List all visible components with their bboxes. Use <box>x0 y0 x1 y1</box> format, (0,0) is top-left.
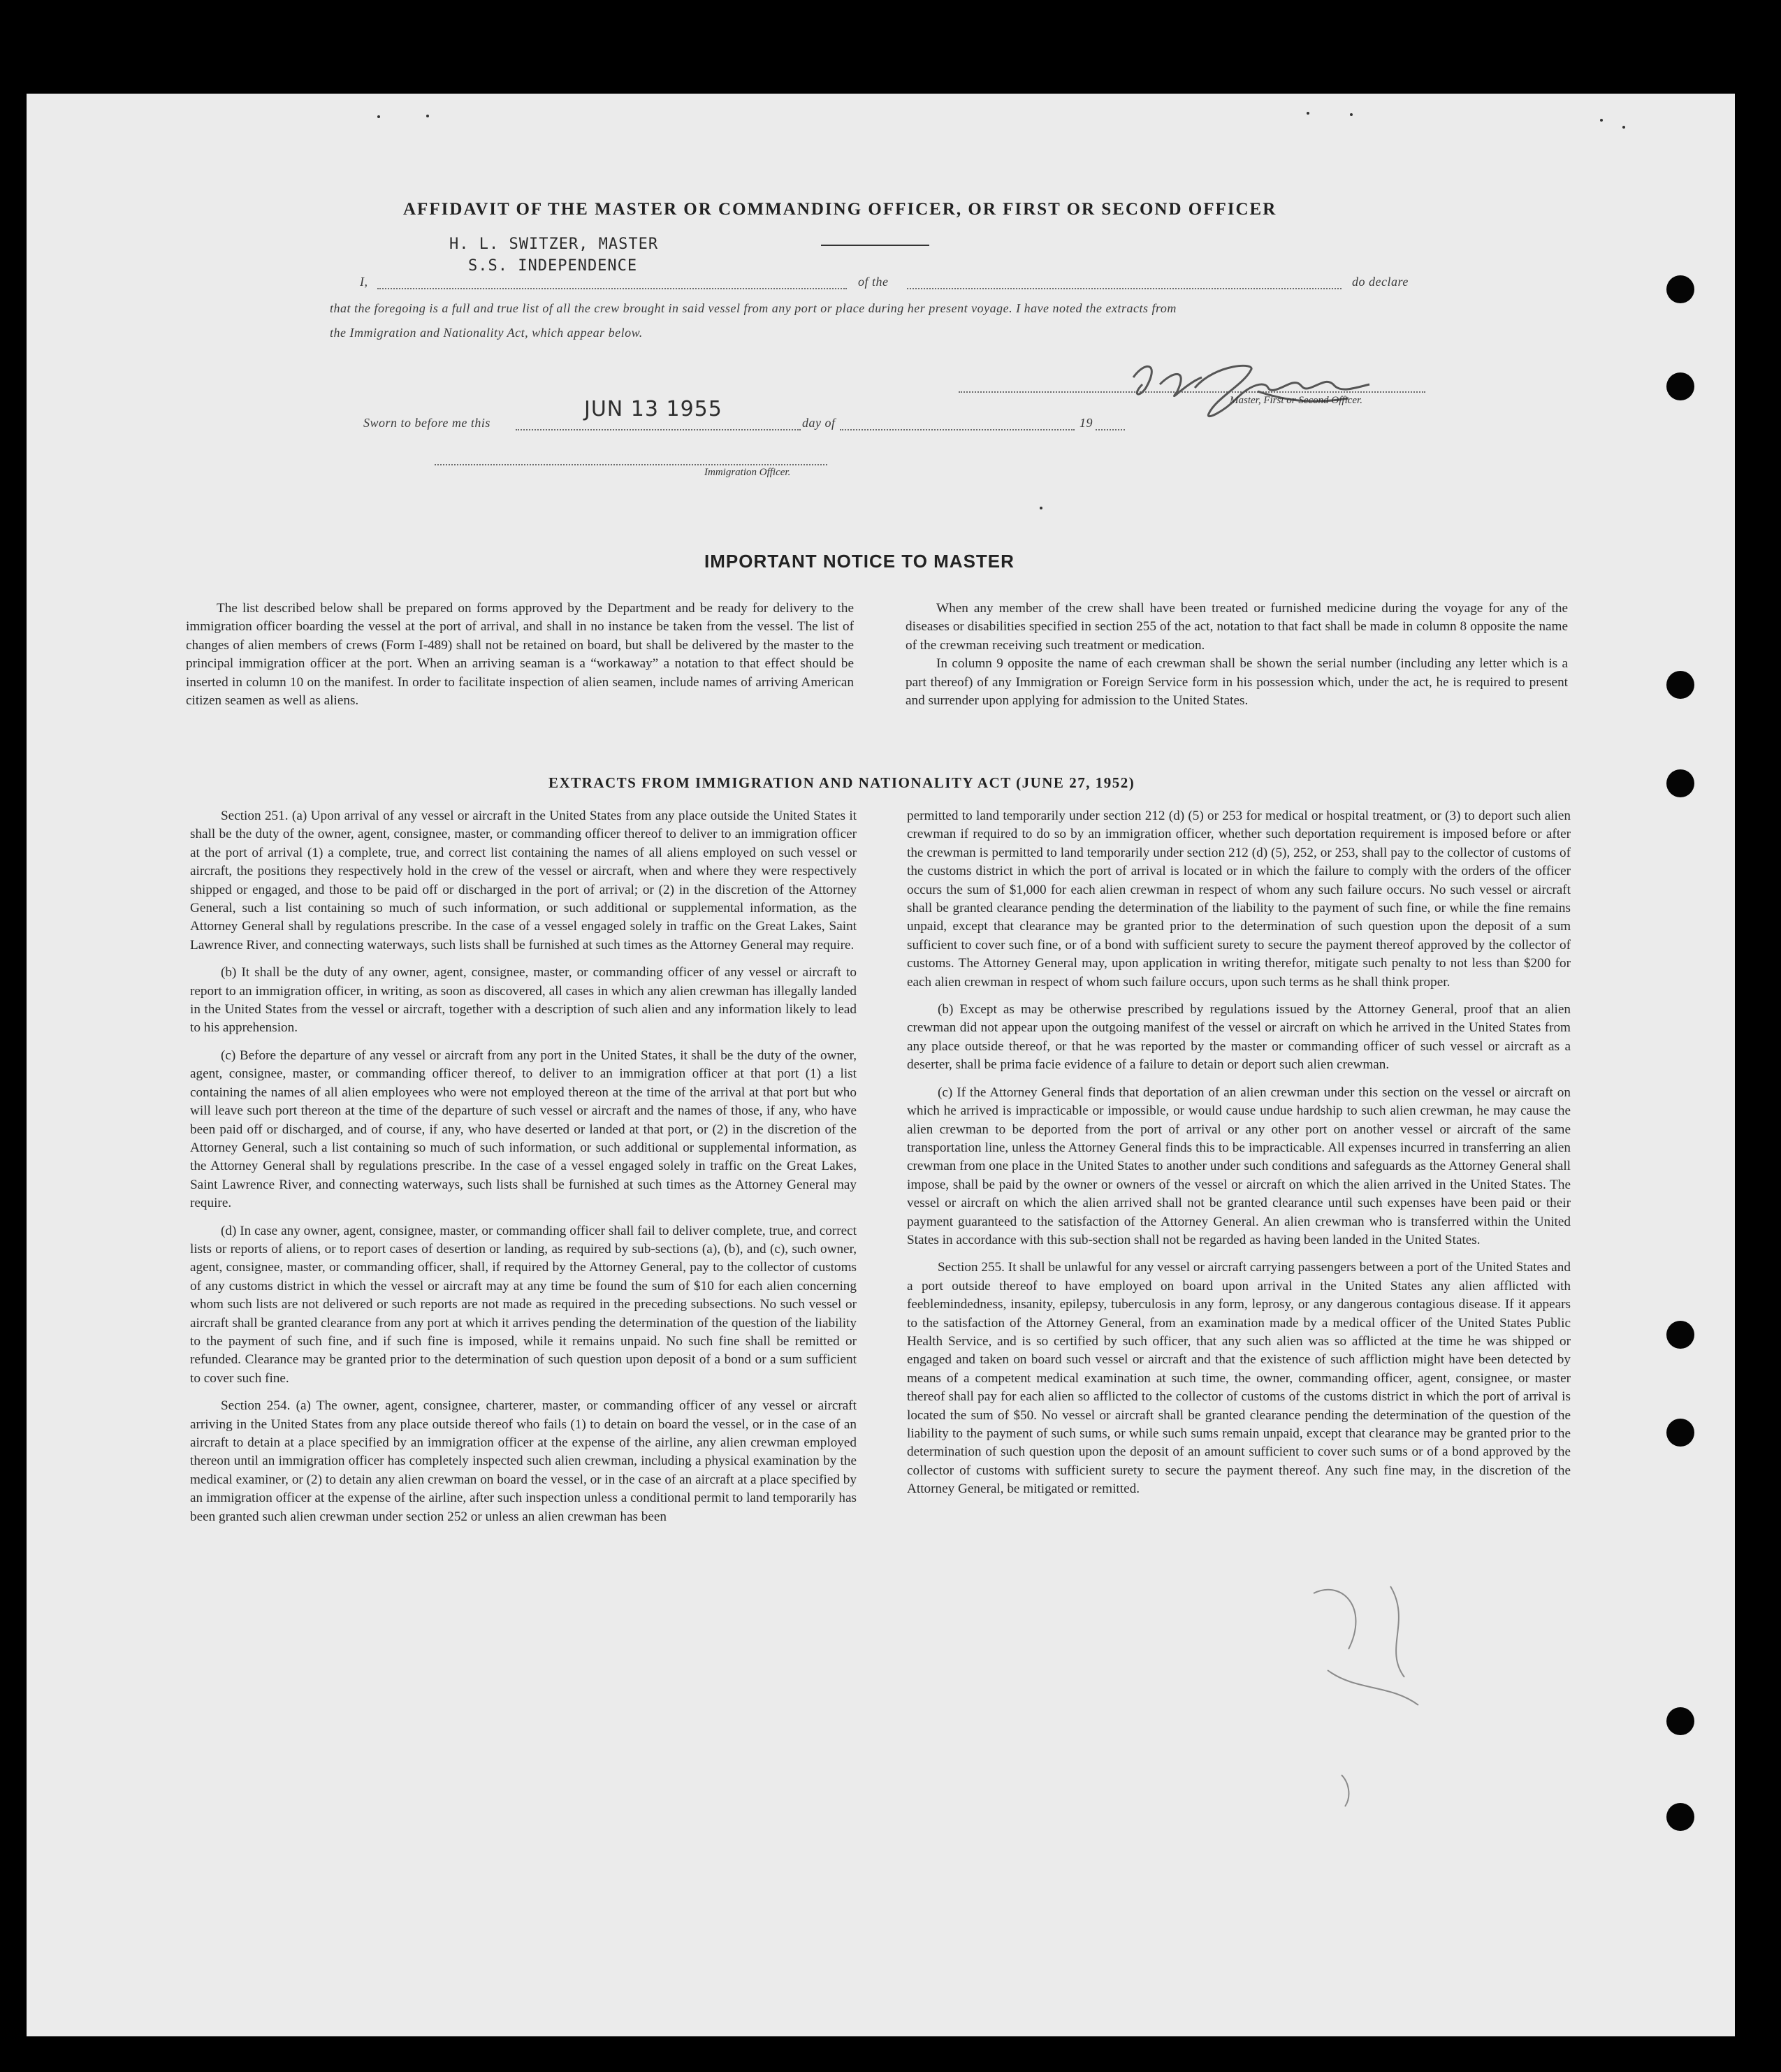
vessel-blank-line <box>907 288 1342 289</box>
notice-right-column <box>906 600 1568 710</box>
typed-master-name: H. L. SWITZER, MASTER <box>449 236 659 253</box>
notice-left-paragraph: The list described below shall be prepared on forms approved by the Department and be ready for delivery to the immigration officer boarding the vessel at the port of arrival, and shall in no instance be taken from the vessel. The list of changes of alien members of crews (Form I-489) shall not be retained on board, but shall be delivered by the master to the principal immigration officer at the port. When an arriving seaman is a “workaway” a notation to that effect should be inserted in column 10 on the manifest. In order to facilitate inspection of alien seamen, include names of arriving American citizen seamen as well as aliens. <box>186 601 854 709</box>
label-i: I, <box>360 275 368 289</box>
typed-vessel-name: S.S. INDEPENDENCE <box>468 257 638 275</box>
label-of-the: of the <box>858 275 889 289</box>
binder-hole <box>1666 275 1694 303</box>
extract-left-paragraph: Section 254. (a) The owner, agent, consignee, charterer, master, or commanding officer of any vessel or aircraft arriving in the United States from any place outside thereof who fails (1) to detain on board the vessel, or in the case of an aircraft to detain at a place specified by an immigration officer at the expense of the airline, any alien crewman employed thereon until an immigration officer has completely inspected such alien crewman, including a physical examination by the medical examiner, or (2) to detain any alien crewman on board the vessel, or in the case of an aircraft at a place specified by an immigration officer at the expense of the airline, after such inspection unless a conditional permit to land temporarily has been granted such alien crewman under section 252 or unless an alien crewman has been <box>190 1398 857 1524</box>
day-of-label: day of <box>802 416 836 430</box>
month-line <box>840 429 1075 430</box>
extracts-right-column <box>907 807 1571 1499</box>
binder-hole <box>1666 1803 1694 1831</box>
extract-right-paragraph: (c) If the Attorney General finds that deportation of an alien crewman under this section on the vessel or aircraft on which he arrived is impracticable or impossible, or would cause undue hardship to such alien crewman, he may cause the alien crewman to be deported from the port of arrival or any other port on another vessel or aircraft of the same transportation line, unless the Attorney General finds this to be impracticable. All expenses incurred in transferring an alien crewman from one place in the United States to another under such conditions and safeguards as the Attorney General shall impose, shall be paid by the owner or owners of the vessel or aircraft on which the alien arrived in the United States. The vessel or aircraft on which the alien arrived shall not be granted clearance until such expenses have been paid or their payment guaranteed to the satisfaction of the Attorney General. An alien crewman who is transferred within the United States in accordance with this sub-section shall not be regarded as having been landed in the United States. <box>907 1085 1571 1247</box>
short-rule <box>821 245 929 246</box>
extract-left-paragraph: (c) Before the departure of any vessel or aircraft from any port in the United States, it shall be the duty of the owner, agent, consignee, master, or commanding officer thereof, to deliver to an immigration officer at that port (1) a list containing the names of all alien employees who were not employed thereon at the time of the arrival at that port but who will leave such port thereon at the time of the departure of such vessel or aircraft and the names of those, if any, who have been paid off or discharged, and of course, if any, who have deserted or landed at that port, or (2) in the discretion of the Attorney General, such a list containing so much of such information, or such additional or supplemental information, as the Attorney General shall by regulations prescribe. In the case of a vessel engaged solely in traffic on the Great Lakes, Saint Lawrence River, and connecting waterways, such lists shall be furnished at such times as the Attorney General may require. <box>190 1048 857 1211</box>
affidavit-title: AFFIDAVIT OF THE MASTER OR COMMANDING OFFICER, OR FIRST OR SECOND OFFICER <box>403 200 1277 219</box>
sworn-label: Sworn to before me this <box>363 416 490 430</box>
notice-right-paragraph-1: When any member of the crew shall have been treated or furnished medicine during the voyage for any of the diseases or disabilities specified in section 255 of the act, notation to that fact shall be made in column 8 opposite the name of the crewman receiving such treatment or medication. <box>906 601 1568 653</box>
scan-speck <box>1350 113 1353 116</box>
immigration-officer-caption: Immigration Officer. <box>704 467 791 478</box>
extracts-title: EXTRACTS FROM IMMIGRATION AND NATIONALITY ACT (JUNE 27, 1952) <box>548 774 1135 791</box>
extracts-left-column <box>190 807 857 1526</box>
scan-speck <box>1600 119 1603 122</box>
year-line <box>1096 429 1125 430</box>
extract-right-paragraph: (b) Except as may be otherwise prescribed by regulations issued by the Attorney General, proof that an alien crewman did not appear upon the outgoing manifest of the vessel or aircraft on which he arrived in the United States from any place outside thereof, or that he was reported by the master or commanding officer of such vessel or aircraft as a deserter, shall be prima facie evidence of a failure to detain or deport such alien crewman. <box>907 1002 1571 1073</box>
master-caption: Master, First or Second Officer. <box>1230 395 1362 406</box>
binder-hole <box>1666 1321 1694 1349</box>
label-do-declare: do declare <box>1352 275 1409 289</box>
statement-line-1: that the foregoing is a full and true list of all the crew brought in said vessel from any port or place during her present voyage. I have noted the extracts from <box>330 301 1177 315</box>
pencil-scribble <box>1286 1565 1467 1817</box>
scan-speck <box>1622 126 1625 129</box>
immigration-officer-line <box>435 464 827 465</box>
extract-left-paragraph: (b) It shall be the duty of any owner, agent, consignee, master, or commanding officer of any vessel or aircraft to report to an immigration officer, in writing, as soon as discovered, all cases in which any alien crewman has illegally landed in the United States from the vessel or aircraft, together with a description of such alien and any information likely to lead to his apprehension. <box>190 965 857 1036</box>
scan-speck <box>426 115 429 117</box>
sworn-date-stamp: JUN 13 1955 <box>584 397 722 421</box>
sworn-day-line <box>516 429 801 430</box>
extract-right-paragraph: permitted to land temporarily under section 212 (d) (5) or 253 for medical or hospital treatment, or (3) to deport such alien crewman if required to do so by an immigration officer, whether such deportation requirement is imposed before or after the crewman is permitted to land temporarily under section 212 (d) (5), 252, or 253, shall pay to the collector of customs of the customs district in which the port of arrival is located or in which the failure to comply with the orders of the officer occurs the sum of $1,000 for each alien crewman in respect of whom any such failure occurs. No such vessel or aircraft shall be granted clearance pending the determination of the liability to the payment of such fine, or while the fine remains unpaid, except that clearance may be granted prior to the determination of such question upon the deposit of a sum sufficient to cover such fine, or of a bond with sufficient surety to secure the payment thereof approved by the collector of customs. The Attorney General may, upon application in writing therefor, mitigate such penalty to not less than $200 for each alien crewman in respect of whom such failure occurs, upon such terms as he shall think proper. <box>907 809 1571 990</box>
notice-right-paragraph-2: In column 9 opposite the name of each crewman shall be shown the serial number (including any letter which is a part thereof) of any Immigration or Foreign Service form in his possession which, under the act, he is required to present and surrender upon applying for admission to the United States. <box>906 656 1568 709</box>
binder-hole <box>1666 1707 1694 1735</box>
extract-left-paragraph: (d) In case any owner, agent, consignee, master, or commanding officer shall fail to deliver complete, true, and correct lists or reports of aliens, or to report cases of desertion or landing, as required by sub-sections (a), (b), and (c), such owner, agent, consignee, master, or commanding officer, shall, if required by the Attorney General, pay to the collector of customs of any customs district in which the vessel or aircraft may at any time be found the sum of $10 for each alien concerning whom such lists are not delivered or such reports are not made as required in the preceding subsections. No such vessel or aircraft shall be granted clearance from any port at which it arrives pending the determination of the question of the liability to the payment of such fine, and if such fine is imposed, while it remains unpaid. No such fine shall be remitted or refunded. Clearance may be granted prior to the determination of such question upon deposit of a bond or a sum sufficient to cover such fine. <box>190 1223 857 1386</box>
scan-speck <box>1307 112 1309 115</box>
binder-hole <box>1666 372 1694 400</box>
extract-left-paragraph: Section 251. (a) Upon arrival of any vessel or aircraft in the United States from any place outside the United States it shall be the duty of the owner, agent, consignee, master, or commanding officer thereof to deliver to an immigration officer at the port of arrival (1) a complete, true, and correct list containing the names of all aliens employed on such vessel or aircraft, the positions they respectively hold in the crew of the vessel or aircraft, when and where they were respectively shipped or engaged, and those to be paid off or discharged in the port of arrival; or (2) in the discretion of the Attorney General, such a list containing so much of such information, or such additional or supplemental information, as the Attorney General shall by regulations prescribe. In the case of a vessel engaged solely in traffic on the Great Lakes, Saint Lawrence River, and connecting waterways, such lists shall be furnished at such times as the Attorney General may require. <box>190 809 857 952</box>
name-blank-line <box>377 288 847 289</box>
statement-line-2: the Immigration and Nationality Act, which appear below. <box>330 326 643 340</box>
year-label: 19 <box>1079 416 1093 430</box>
scan-speck <box>377 115 380 118</box>
notice-left-column <box>186 600 854 710</box>
master-signature-image <box>1118 356 1411 423</box>
scan-speck <box>1040 507 1042 509</box>
notice-title: IMPORTANT NOTICE TO MASTER <box>704 551 1015 572</box>
binder-hole <box>1666 769 1694 797</box>
binder-hole <box>1666 671 1694 699</box>
extract-right-paragraph: Section 255. It shall be unlawful for any vessel or aircraft carrying passengers between a port of the United States and a port outside thereof to have employed on board upon arrival in the United States any alien afflicted with feeblemindedness, insanity, epilepsy, tuberculosis in any form, leprosy, or any dangerous contagious disease. If it appears to the satisfaction of the Attorney General, from an examination made by a medical officer of the United States Public Health Service, and is so certified by such officer, that any such alien was so afflicted at the time he was shipped or engaged and taken on board such vessel or aircraft and that the existence of such affliction might have been detected by means of a competent medical examination at such time, the owner, commanding officer, agent, consignee, or master thereof shall pay for each alien so afflicted to the collector of customs of the customs district in which the port of arrival is located the sum of $50. No vessel or aircraft shall be granted clearance pending the determination of the question of the liability to the payment of such sums, or while such sums remain unpaid, except that clearance may be granted prior to the determination of such question upon the deposit of an amount sufficient to cover such sums or of a bond approved by the collector of customs with sufficient surety to secure the payment thereof. Any such fine may, in the discretion of the Attorney General, be mitigated or remitted. <box>907 1260 1571 1497</box>
binder-hole <box>1666 1419 1694 1447</box>
